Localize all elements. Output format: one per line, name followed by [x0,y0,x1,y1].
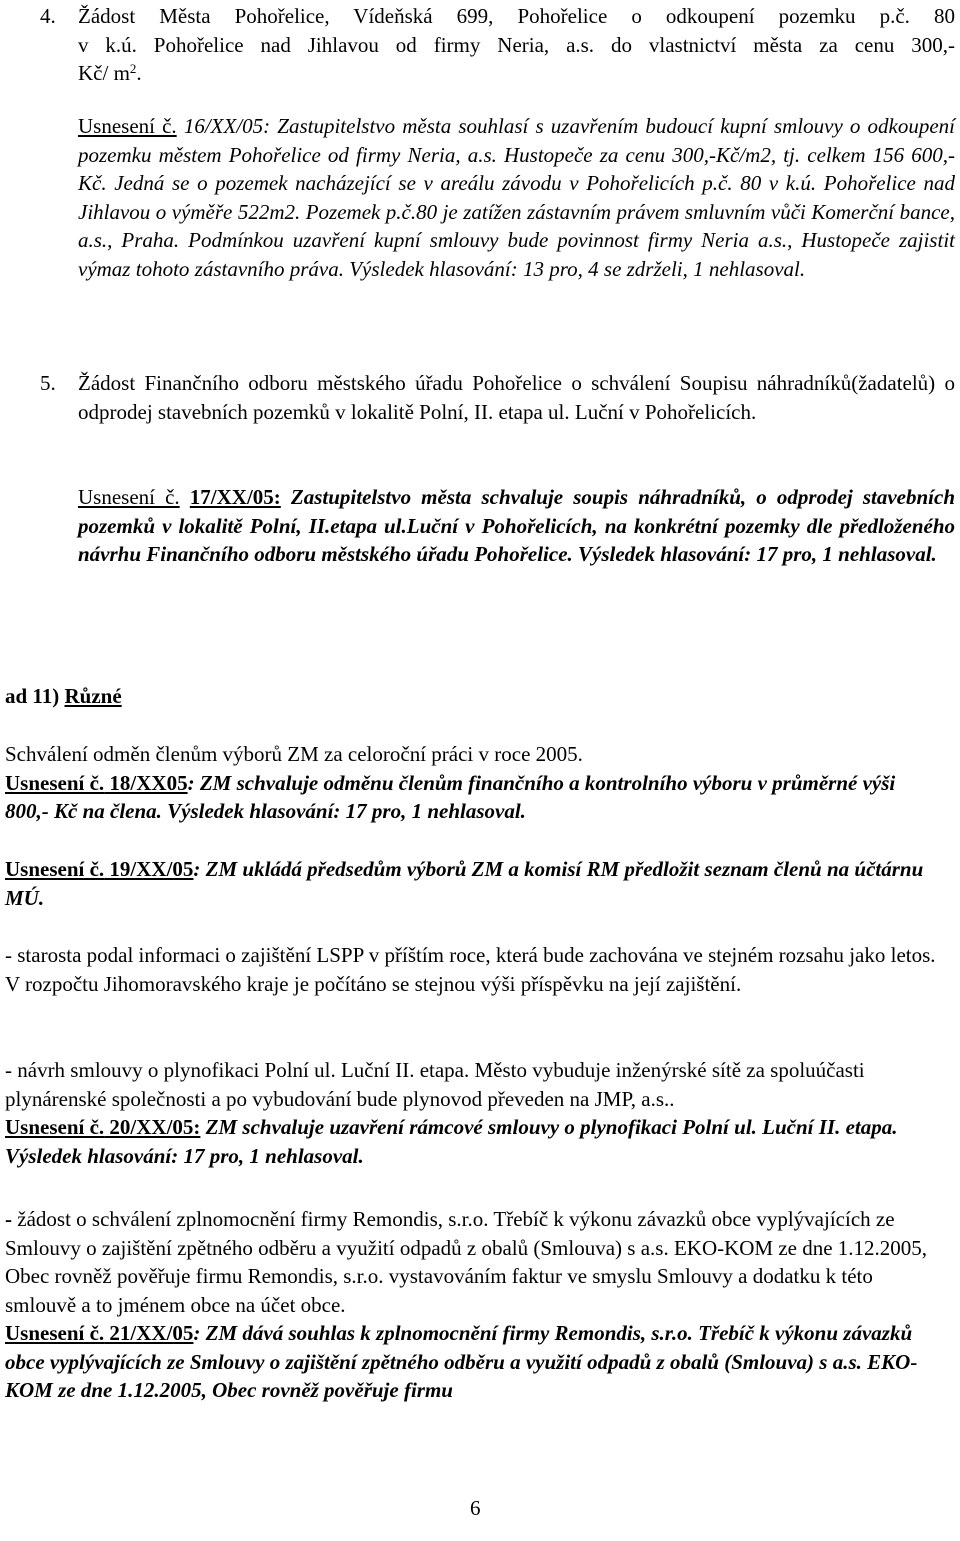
resolution-21 [5,1319,945,1405]
resolution-body: 16/XX/05: Zastupitelstvo města souhlasí s uzavřením budoucí kupní smlouvy o odkoupení pozemku městem Pohořelice od firmy Neria, a.s. Hustopeče za cenu 300,-Kč/m2, tj. celkem 156 600,-Kč. Jedná se o pozemek nacházející se v areálu závodu v Pohořelicích p.č. 80 v k.ú. Pohořelice nad Jihlavou o výměře 522m2. Pozemek p.č.80 je zatížen zástavním právem smluvním vůči Komerční bance, a.s., Praha. Podmínkou uzavření kupní smlouvy bude povinnost firmy Neria a.s., Hustopeče zajistit výmaz tohoto zástavního práva. Výsledek hlasování: 13 pro, 4 se zdrželi, 1 nehlasoval. [78,114,956,281]
resolution-number: 19/XX/05 [104,857,194,881]
paragraph-plynofikace [5,1056,950,1170]
section-heading [5,682,955,711]
agenda-item-5 [40,369,955,426]
resolution-17 [78,483,955,569]
resolution-number: 18/XX05 [104,770,188,795]
section-11-body [5,740,915,826]
paragraph-remondis [5,1205,945,1405]
item-4-unit: Kč/ m [78,61,130,85]
resolution-label: Usnesení č. [78,485,180,509]
resolution-19-text [5,855,925,912]
paragraph-remondis-text [5,1205,945,1319]
resolution-19 [5,855,925,912]
resolution-label: Usnesení č. [5,1115,105,1139]
resolution-body: Zastupitelstvo města schvaluje soupis náhradníků, o odprodej stavebních pozemků v lokalitě Polní, II.etapa ul.Luční v Pohořelicích, na konkrétní pozemky dle předloženého návrhu Finančního odboru městského úřadu Pohořelice. Výsledek hlasování: 17 pro, 1 nehlasoval. [78,485,956,566]
section-heading-prefix: ad 11) [5,684,60,708]
item-number: 4. [40,4,56,28]
intro-text: Schválení odměn členům výborů ZM za celoroční práci v roce 2005. [5,742,583,766]
resolution-16 [78,112,955,283]
resolution-number: 20/XX/05: [104,1115,201,1139]
resolution-body: : ZM dává souhlas k zplnomocnění firmy Remondis, s.r.o. Třebíč k výkonu závazků obce vyplývajících ze Smlouvy o zajištění zpětného odběru a využití odpadů z obalů (Smlouva) s a.s. EKO-KOM ze dne 1.12.2005, Obec rovněž pověřuje firmu [5,1321,918,1402]
item-number: 5. [40,371,56,395]
item-4-period: . [136,61,142,85]
paragraph-lspp [5,941,950,998]
item-5-text: Žádost Finančního odboru městského úřadu Pohořelice o schválení Soupisu náhradníků(žadatelů) o odprodej stavebních pozemků v lokalitě Polní, II. etapa ul. Luční v Pohořelicích. [78,371,955,424]
resolution-20 [5,1113,950,1170]
resolution-label: Usnesení č. [5,1321,105,1345]
resolution-body: ZM schvaluje uzavření rámcové smlouvy o plynofikaci Polní ul. Luční II. etapa. Výsledek hlasování: 17 pro, 1 nehlasoval. [5,1115,898,1168]
resolution-label: Usnesení č. [5,770,105,795]
paragraph-plynofikace-text: - návrh smlouvy o plynofikaci Polní ul. Luční II. etapa. Město vybuduje inženýrské sítě za spoluúčasti plynárenské společnosti a po vybudování bude plynovod převeden na JMP, a.s.. [5,1058,865,1111]
resolution-number: 21/XX/05 [104,1321,194,1345]
paragraph-lspp-text: - starosta podal informaci o zajištění LSPP v příštím roce, která bude zachována ve stejném rozsahu jako letos. V rozpočtu Jihomoravského kraje je počítáno se stejnou výši příspěvku na její zajištění. [5,943,936,996]
resolution-label: Usnesení č. [5,857,105,881]
resolution-label: Usnesení č. [78,114,177,138]
dash: - [5,1207,12,1231]
resolution-18 [5,769,915,826]
agenda-item-4 [40,2,955,88]
resolution-17-text [78,483,955,569]
section-heading-title: Různé [64,684,122,708]
item-4-line-2: v k.ú. Pohořelice nad Jihlavou od firmy Neria, a.s. do vlastnictví města za cenu 300,- [78,32,955,57]
resolution-body: : ZM ukládá předsedům výborů ZM a komisí RM předložit seznam členů na účtárnu MÚ. [5,857,924,910]
resolution-body: : ZM schvaluje odměnu členům finančního a kontrolního výboru v průměrné výši 800,- Kč na člena. Výsledek hlasování: 17 pro, 1 nehlasoval. [5,770,896,823]
page-number: 6 [470,1496,481,1520]
item-4-line-3 [78,59,955,88]
item-4-text [78,2,955,88]
section-11 [5,682,955,711]
paragraph-remondis-body: žádost o schválení zplnomocnění firmy Remondis, s.r.o. Třebíč k výkonu závazků obce vyplývajících ze Smlouvy o zajištění zpětného odběru a využití odpadů z obalů (Smlouva) s a.s. EKO-KOM ze dne 1.12.2005, Obec rovněž pověřuje firmu Remondis, s.r.o. vystavováním faktur ve smyslu Smlouvy a dodatku k této smlouvě a to jménem obce na účet obce. [5,1207,928,1317]
item-4-line-1: Žádost Města Pohořelice, Vídeňská 699, Pohořelice o odkoupení pozemku p.č. 80 [78,4,955,28]
resolution-16-text [78,112,955,283]
item-4-sup: 2 [129,61,137,76]
resolution-number: 17/XX/05: [189,485,281,509]
